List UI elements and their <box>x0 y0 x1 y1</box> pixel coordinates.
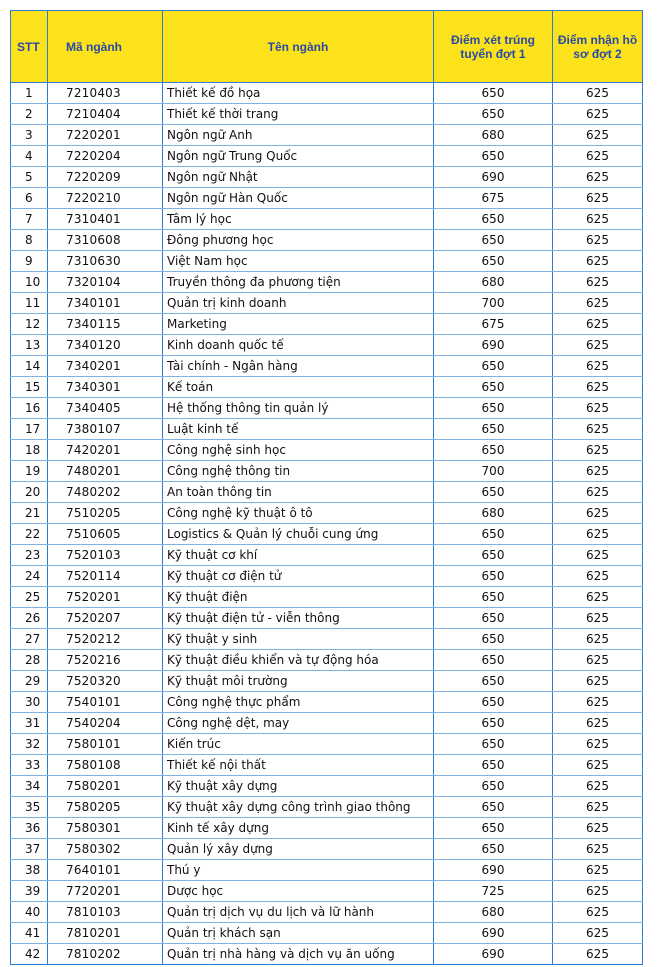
table-row <box>11 566 643 587</box>
row-major-code: 7320104 <box>48 272 163 293</box>
table-row <box>11 881 643 902</box>
row-round2-score: 625 <box>553 587 643 608</box>
row-major-name: Thiết kế đồ họa <box>163 83 434 104</box>
row-major-name: Kiến trúc <box>163 734 434 755</box>
row-major-code: 7480202 <box>48 482 163 503</box>
row-major-name: Công nghệ sinh học <box>163 440 434 461</box>
row-round1-score: 650 <box>434 839 553 860</box>
row-round2-score: 625 <box>553 398 643 419</box>
row-round2-score: 625 <box>553 881 643 902</box>
table-row <box>11 713 643 734</box>
header-round2-score: Điểm nhận hồ sơ đợt 2 <box>553 11 643 83</box>
row-major-code: 7210403 <box>48 83 163 104</box>
row-round2-score: 625 <box>553 125 643 146</box>
table-row <box>11 461 643 482</box>
row-stt: 6 <box>11 188 48 209</box>
row-stt: 1 <box>11 83 48 104</box>
table-header <box>11 11 643 83</box>
row-stt: 39 <box>11 881 48 902</box>
row-stt: 4 <box>11 146 48 167</box>
row-major-name: Tài chính - Ngân hàng <box>163 356 434 377</box>
table-row <box>11 797 643 818</box>
row-stt: 35 <box>11 797 48 818</box>
row-round2-score: 625 <box>553 545 643 566</box>
row-round1-score: 650 <box>434 734 553 755</box>
row-major-name: Kỹ thuật cơ khí <box>163 545 434 566</box>
row-major-name: Logistics & Quản lý chuỗi cung ứng <box>163 524 434 545</box>
row-stt: 21 <box>11 503 48 524</box>
row-stt: 10 <box>11 272 48 293</box>
row-major-code: 7220210 <box>48 188 163 209</box>
row-round1-score: 650 <box>434 440 553 461</box>
row-major-name: Công nghệ dệt, may <box>163 713 434 734</box>
row-round2-score: 625 <box>553 923 643 944</box>
row-major-name: Hệ thống thông tin quản lý <box>163 398 434 419</box>
row-round2-score: 625 <box>553 83 643 104</box>
row-round2-score: 625 <box>553 230 643 251</box>
row-major-code: 7220204 <box>48 146 163 167</box>
row-round1-score: 650 <box>434 692 553 713</box>
row-stt: 30 <box>11 692 48 713</box>
row-round2-score: 625 <box>553 146 643 167</box>
header-major-code: Mã ngành <box>48 11 163 83</box>
row-round1-score: 680 <box>434 272 553 293</box>
row-major-code: 7340115 <box>48 314 163 335</box>
row-round1-score: 650 <box>434 608 553 629</box>
row-major-name: Kinh doanh quốc tế <box>163 335 434 356</box>
row-major-code: 7380107 <box>48 419 163 440</box>
row-major-code: 7540204 <box>48 713 163 734</box>
row-major-code: 7310630 <box>48 251 163 272</box>
table-row <box>11 818 643 839</box>
row-stt: 29 <box>11 671 48 692</box>
table-row <box>11 482 643 503</box>
row-round1-score: 650 <box>434 755 553 776</box>
table-row <box>11 335 643 356</box>
table-row <box>11 440 643 461</box>
row-major-name: Kỹ thuật môi trường <box>163 671 434 692</box>
row-major-code: 7520114 <box>48 566 163 587</box>
row-round2-score: 625 <box>553 776 643 797</box>
row-major-name: Ngôn ngữ Trung Quốc <box>163 146 434 167</box>
row-round2-score: 625 <box>553 566 643 587</box>
row-round2-score: 625 <box>553 692 643 713</box>
row-stt: 12 <box>11 314 48 335</box>
row-major-code: 7520212 <box>48 629 163 650</box>
row-major-code: 7580101 <box>48 734 163 755</box>
row-major-code: 7640101 <box>48 860 163 881</box>
row-round2-score: 625 <box>553 461 643 482</box>
row-major-code: 7340301 <box>48 377 163 398</box>
header-stt: STT <box>11 11 48 83</box>
row-round1-score: 650 <box>434 356 553 377</box>
row-major-name: Ngôn ngữ Nhật <box>163 167 434 188</box>
table-row <box>11 692 643 713</box>
row-major-code: 7340101 <box>48 293 163 314</box>
table-row <box>11 398 643 419</box>
row-round1-score: 650 <box>434 83 553 104</box>
row-round2-score: 625 <box>553 251 643 272</box>
row-stt: 17 <box>11 419 48 440</box>
row-round1-score: 650 <box>434 209 553 230</box>
row-major-code: 7420201 <box>48 440 163 461</box>
row-major-name: Quản trị kinh doanh <box>163 293 434 314</box>
row-round1-score: 675 <box>434 314 553 335</box>
row-major-name: Kỹ thuật xây dựng <box>163 776 434 797</box>
table-row <box>11 272 643 293</box>
row-major-name: Kỹ thuật điện <box>163 587 434 608</box>
row-major-name: Luật kinh tế <box>163 419 434 440</box>
row-major-name: Marketing <box>163 314 434 335</box>
row-round1-score: 690 <box>434 944 553 965</box>
row-stt: 23 <box>11 545 48 566</box>
row-major-name: Kỹ thuật điều khiển và tự động hóa <box>163 650 434 671</box>
table-row <box>11 629 643 650</box>
row-major-code: 7520207 <box>48 608 163 629</box>
row-round1-score: 690 <box>434 167 553 188</box>
row-stt: 40 <box>11 902 48 923</box>
row-round1-score: 700 <box>434 293 553 314</box>
row-stt: 9 <box>11 251 48 272</box>
row-major-name: Truyền thông đa phương tiện <box>163 272 434 293</box>
table-row <box>11 419 643 440</box>
row-major-name: Đông phương học <box>163 230 434 251</box>
row-round2-score: 625 <box>553 104 643 125</box>
row-round2-score: 625 <box>553 293 643 314</box>
row-round2-score: 625 <box>553 188 643 209</box>
row-stt: 27 <box>11 629 48 650</box>
table-row <box>11 293 643 314</box>
row-major-name: Quản trị khách sạn <box>163 923 434 944</box>
header-major-name: Tên ngành <box>163 11 434 83</box>
row-round1-score: 650 <box>434 818 553 839</box>
row-major-code: 7580201 <box>48 776 163 797</box>
row-stt: 26 <box>11 608 48 629</box>
row-major-code: 7310608 <box>48 230 163 251</box>
row-major-code: 7220201 <box>48 125 163 146</box>
row-stt: 34 <box>11 776 48 797</box>
row-major-code: 7580205 <box>48 797 163 818</box>
row-round2-score: 625 <box>553 944 643 965</box>
row-round1-score: 680 <box>434 503 553 524</box>
row-major-code: 7520320 <box>48 671 163 692</box>
row-major-name: Thiết kế thời trang <box>163 104 434 125</box>
row-stt: 33 <box>11 755 48 776</box>
row-stt: 7 <box>11 209 48 230</box>
row-round1-score: 680 <box>434 902 553 923</box>
row-round2-score: 625 <box>553 629 643 650</box>
row-round2-score: 625 <box>553 503 643 524</box>
row-round1-score: 650 <box>434 398 553 419</box>
row-major-code: 7510605 <box>48 524 163 545</box>
admission-scores-table-container <box>10 10 642 965</box>
row-major-code: 7510205 <box>48 503 163 524</box>
row-major-name: An toàn thông tin <box>163 482 434 503</box>
row-round2-score: 625 <box>553 335 643 356</box>
row-round1-score: 650 <box>434 524 553 545</box>
table-row <box>11 83 643 104</box>
row-round2-score: 625 <box>553 902 643 923</box>
row-major-code: 7540101 <box>48 692 163 713</box>
row-round2-score: 625 <box>553 734 643 755</box>
row-major-code: 7310401 <box>48 209 163 230</box>
row-round2-score: 625 <box>553 440 643 461</box>
row-round2-score: 625 <box>553 608 643 629</box>
row-major-name: Kỹ thuật y sinh <box>163 629 434 650</box>
row-major-code: 7580301 <box>48 818 163 839</box>
row-major-name: Quản lý xây dựng <box>163 839 434 860</box>
header-row <box>11 11 643 83</box>
table-row <box>11 125 643 146</box>
row-major-name: Quản trị dịch vụ du lịch và lữ hành <box>163 902 434 923</box>
row-round1-score: 690 <box>434 335 553 356</box>
row-round1-score: 650 <box>434 377 553 398</box>
row-stt: 13 <box>11 335 48 356</box>
row-round2-score: 625 <box>553 167 643 188</box>
row-stt: 42 <box>11 944 48 965</box>
row-round1-score: 680 <box>434 125 553 146</box>
row-major-code: 7340405 <box>48 398 163 419</box>
row-round2-score: 625 <box>553 797 643 818</box>
row-round2-score: 625 <box>553 356 643 377</box>
row-stt: 36 <box>11 818 48 839</box>
row-round1-score: 650 <box>434 545 553 566</box>
row-stt: 37 <box>11 839 48 860</box>
table-row <box>11 503 643 524</box>
row-round1-score: 650 <box>434 251 553 272</box>
row-round1-score: 650 <box>434 671 553 692</box>
row-round1-score: 650 <box>434 146 553 167</box>
row-stt: 20 <box>11 482 48 503</box>
row-round1-score: 650 <box>434 713 553 734</box>
row-major-code: 7520216 <box>48 650 163 671</box>
row-round2-score: 625 <box>553 860 643 881</box>
row-round1-score: 650 <box>434 797 553 818</box>
row-stt: 25 <box>11 587 48 608</box>
row-round1-score: 700 <box>434 461 553 482</box>
table-row <box>11 608 643 629</box>
row-round1-score: 690 <box>434 860 553 881</box>
row-major-code: 7580108 <box>48 755 163 776</box>
row-major-name: Thiết kế nội thất <box>163 755 434 776</box>
table-row <box>11 545 643 566</box>
table-row <box>11 230 643 251</box>
row-stt: 41 <box>11 923 48 944</box>
row-stt: 8 <box>11 230 48 251</box>
row-round2-score: 625 <box>553 482 643 503</box>
row-major-name: Kinh tế xây dựng <box>163 818 434 839</box>
row-stt: 16 <box>11 398 48 419</box>
row-stt: 38 <box>11 860 48 881</box>
row-round2-score: 625 <box>553 209 643 230</box>
row-stt: 15 <box>11 377 48 398</box>
row-round2-score: 625 <box>553 419 643 440</box>
table-row <box>11 146 643 167</box>
row-major-name: Việt Nam học <box>163 251 434 272</box>
row-stt: 32 <box>11 734 48 755</box>
row-round2-score: 625 <box>553 713 643 734</box>
table-row <box>11 839 643 860</box>
row-round1-score: 650 <box>434 776 553 797</box>
row-major-code: 7810202 <box>48 944 163 965</box>
row-major-name: Ngôn ngữ Anh <box>163 125 434 146</box>
table-row <box>11 167 643 188</box>
row-major-code: 7810201 <box>48 923 163 944</box>
row-major-name: Kỹ thuật xây dựng công trình giao thông <box>163 797 434 818</box>
table-body <box>11 83 643 965</box>
row-round2-score: 625 <box>553 524 643 545</box>
row-stt: 11 <box>11 293 48 314</box>
table-row <box>11 251 643 272</box>
table-row <box>11 755 643 776</box>
row-stt: 19 <box>11 461 48 482</box>
table-row <box>11 671 643 692</box>
row-major-code: 7340201 <box>48 356 163 377</box>
table-row <box>11 650 643 671</box>
table-row <box>11 377 643 398</box>
row-major-name: Công nghệ thực phẩm <box>163 692 434 713</box>
row-round2-score: 625 <box>553 272 643 293</box>
row-major-name: Ngôn ngữ Hàn Quốc <box>163 188 434 209</box>
row-round1-score: 690 <box>434 923 553 944</box>
table-row <box>11 356 643 377</box>
row-major-name: Dược học <box>163 881 434 902</box>
row-major-code: 7220209 <box>48 167 163 188</box>
table-row <box>11 860 643 881</box>
row-stt: 22 <box>11 524 48 545</box>
row-stt: 31 <box>11 713 48 734</box>
table-row <box>11 209 643 230</box>
table-row <box>11 734 643 755</box>
row-major-name: Kỹ thuật cơ điện tử <box>163 566 434 587</box>
table-row <box>11 902 643 923</box>
row-round2-score: 625 <box>553 755 643 776</box>
row-major-code: 7720201 <box>48 881 163 902</box>
row-round1-score: 650 <box>434 629 553 650</box>
row-major-code: 7520103 <box>48 545 163 566</box>
row-major-name: Tâm lý học <box>163 209 434 230</box>
row-major-name: Công nghệ thông tin <box>163 461 434 482</box>
admission-scores-table <box>10 10 643 965</box>
row-stt: 18 <box>11 440 48 461</box>
row-round1-score: 675 <box>434 188 553 209</box>
header-round1-score: Điểm xét trúng tuyển đợt 1 <box>434 11 553 83</box>
row-major-code: 7810103 <box>48 902 163 923</box>
row-stt: 24 <box>11 566 48 587</box>
row-major-code: 7520201 <box>48 587 163 608</box>
row-round1-score: 650 <box>434 482 553 503</box>
row-round2-score: 625 <box>553 377 643 398</box>
row-stt: 5 <box>11 167 48 188</box>
row-major-name: Thú y <box>163 860 434 881</box>
table-row <box>11 923 643 944</box>
row-major-code: 7580302 <box>48 839 163 860</box>
row-round1-score: 650 <box>434 650 553 671</box>
row-round1-score: 650 <box>434 566 553 587</box>
row-stt: 3 <box>11 125 48 146</box>
row-round2-score: 625 <box>553 671 643 692</box>
table-row <box>11 944 643 965</box>
row-major-name: Kỹ thuật điện tử - viễn thông <box>163 608 434 629</box>
table-row <box>11 587 643 608</box>
row-major-name: Công nghệ kỹ thuật ô tô <box>163 503 434 524</box>
table-row <box>11 524 643 545</box>
row-round1-score: 650 <box>434 230 553 251</box>
row-round1-score: 725 <box>434 881 553 902</box>
row-major-code: 7340120 <box>48 335 163 356</box>
row-round2-score: 625 <box>553 314 643 335</box>
row-stt: 14 <box>11 356 48 377</box>
table-row <box>11 314 643 335</box>
row-round2-score: 625 <box>553 818 643 839</box>
row-major-code: 7210404 <box>48 104 163 125</box>
row-stt: 28 <box>11 650 48 671</box>
row-major-name: Quản trị nhà hàng và dịch vụ ăn uống <box>163 944 434 965</box>
row-major-code: 7480201 <box>48 461 163 482</box>
row-major-name: Kế toán <box>163 377 434 398</box>
row-round2-score: 625 <box>553 839 643 860</box>
row-stt: 2 <box>11 104 48 125</box>
row-round2-score: 625 <box>553 650 643 671</box>
row-round1-score: 650 <box>434 419 553 440</box>
table-row <box>11 188 643 209</box>
table-row <box>11 776 643 797</box>
row-round1-score: 650 <box>434 587 553 608</box>
table-row <box>11 104 643 125</box>
row-round1-score: 650 <box>434 104 553 125</box>
